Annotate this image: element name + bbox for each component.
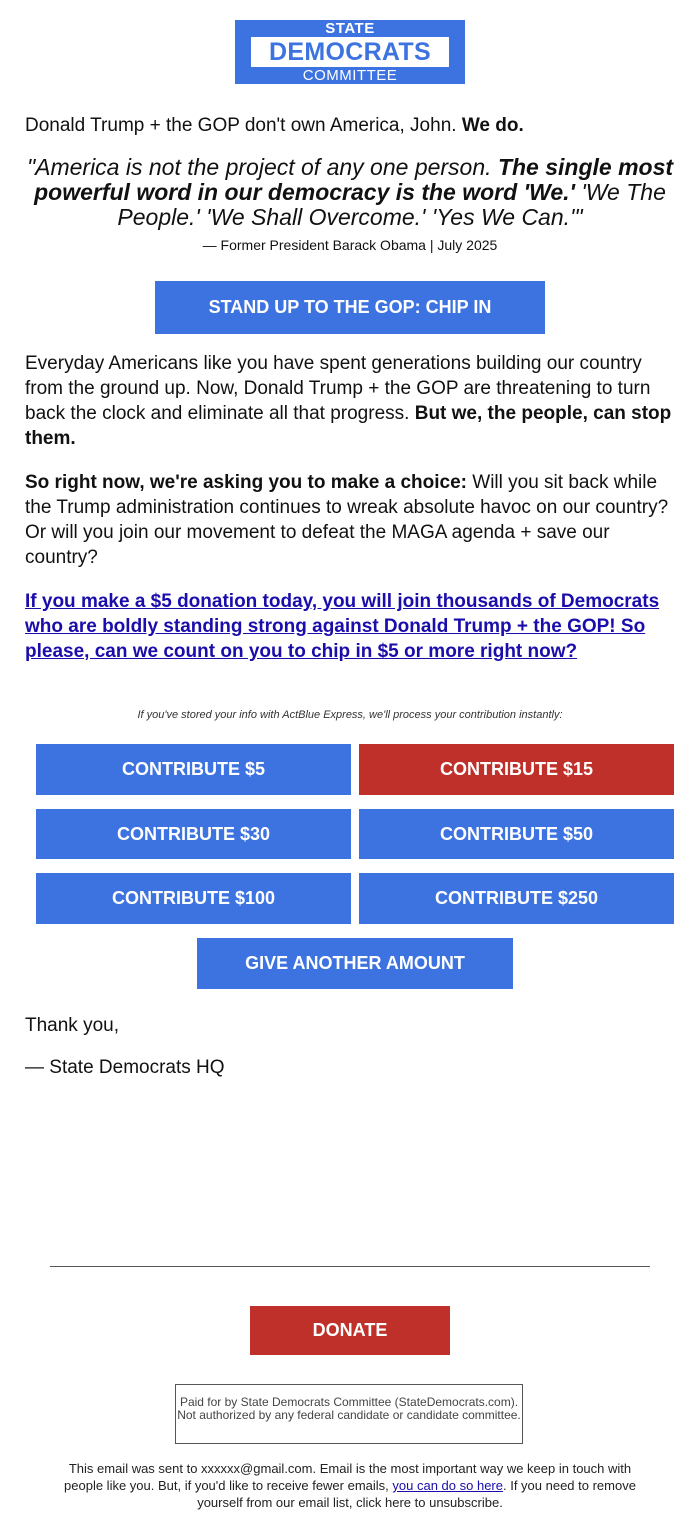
contribute-5-button[interactable]: CONTRIBUTE $5 <box>36 744 351 795</box>
give-another-amount-button[interactable]: GIVE ANOTHER AMOUNT <box>197 938 513 989</box>
quote-citation: — Former President Barack Obama | July 2025 <box>202 237 498 253</box>
para2-bold: So right now, we're asking you to make a choice: <box>25 472 467 493</box>
fewer-emails-link[interactable]: you can do so here <box>392 1478 503 1493</box>
contribute-50-button[interactable]: CONTRIBUTE $50 <box>359 809 674 859</box>
email-footer <box>50 1460 650 1511</box>
quote-part1: "America is not the project of any one person. <box>26 154 498 180</box>
contribute-30-button[interactable]: CONTRIBUTE $30 <box>36 809 351 859</box>
contribute-250-button[interactable]: CONTRIBUTE $250 <box>359 873 674 924</box>
para1-text: Everyday Americans like you have spent generations building our country from the ground up. Now, Donald Trump + the GOP are threatening to turn back the clock and eliminate all that progress. <box>25 353 651 424</box>
para2-text: Will you sit back while the Trump administration continues to wreak absolute havoc on our country? Or will you join our movement to defeat the MAGA agenda + save our country? <box>25 472 669 568</box>
footer-text-1: This email was sent to xxxxxx@gmail.com. Email is the most important way we keep in touch with people like you. But, if you'd like to receive fewer emails, <box>64 1461 632 1493</box>
logo-line-democrats: DEMOCRATS <box>251 37 449 67</box>
contribute-100-button[interactable]: CONTRIBUTE $100 <box>36 873 351 924</box>
intro-text: Donald Trump + the GOP don't own America, John. <box>25 115 462 136</box>
footer-divider <box>50 1266 650 1267</box>
intro-bold: We do. <box>461 115 524 136</box>
chip-in-button[interactable]: STAND UP TO THE GOP: CHIP IN <box>155 281 545 334</box>
footer-text-2: . If you need to remove yourself from our email list, click here to unsubscribe. <box>197 1478 636 1510</box>
donate-5-link[interactable]: If you make a $5 donation today, you will join thousands of Democrats who are boldly standing strong against Donald Trump + the GOP! So please, can we count on you to chip in $5 or more right now? <box>25 591 660 662</box>
logo-line-committee: COMMITTEE <box>302 67 398 84</box>
logo-line-state: STATE <box>325 20 375 37</box>
paid-for-disclaimer: Paid for by State Democrats Committee (StateDemocrats.com). Not authorized by any federal candidate or candidate committee. <box>175 1384 523 1444</box>
obama-quote <box>25 155 675 230</box>
quote-part3: 'We The People.' 'We Shall Overcome.' 'Yes We Can.'" <box>117 179 666 230</box>
paragraph-everyday-americans <box>25 351 677 451</box>
contribute-15-button[interactable]: CONTRIBUTE $15 <box>359 744 674 795</box>
thank-you-text: Thank you, <box>25 1015 119 1036</box>
quote-part2: The single most powerful word in our democracy is the word 'We.' <box>34 154 674 205</box>
intro-line <box>25 113 677 138</box>
state-democrats-logo <box>235 20 465 84</box>
donation-link-paragraph <box>25 589 677 664</box>
signature-text: — State Democrats HQ <box>25 1057 225 1078</box>
actblue-express-note: If you've stored your info with ActBlue Express, we'll process your contribution instantly: <box>137 709 563 721</box>
paragraph-make-a-choice <box>25 470 677 570</box>
donate-button[interactable]: DONATE <box>250 1306 450 1355</box>
para1-bold: But we, the people, can stop them. <box>25 403 672 449</box>
